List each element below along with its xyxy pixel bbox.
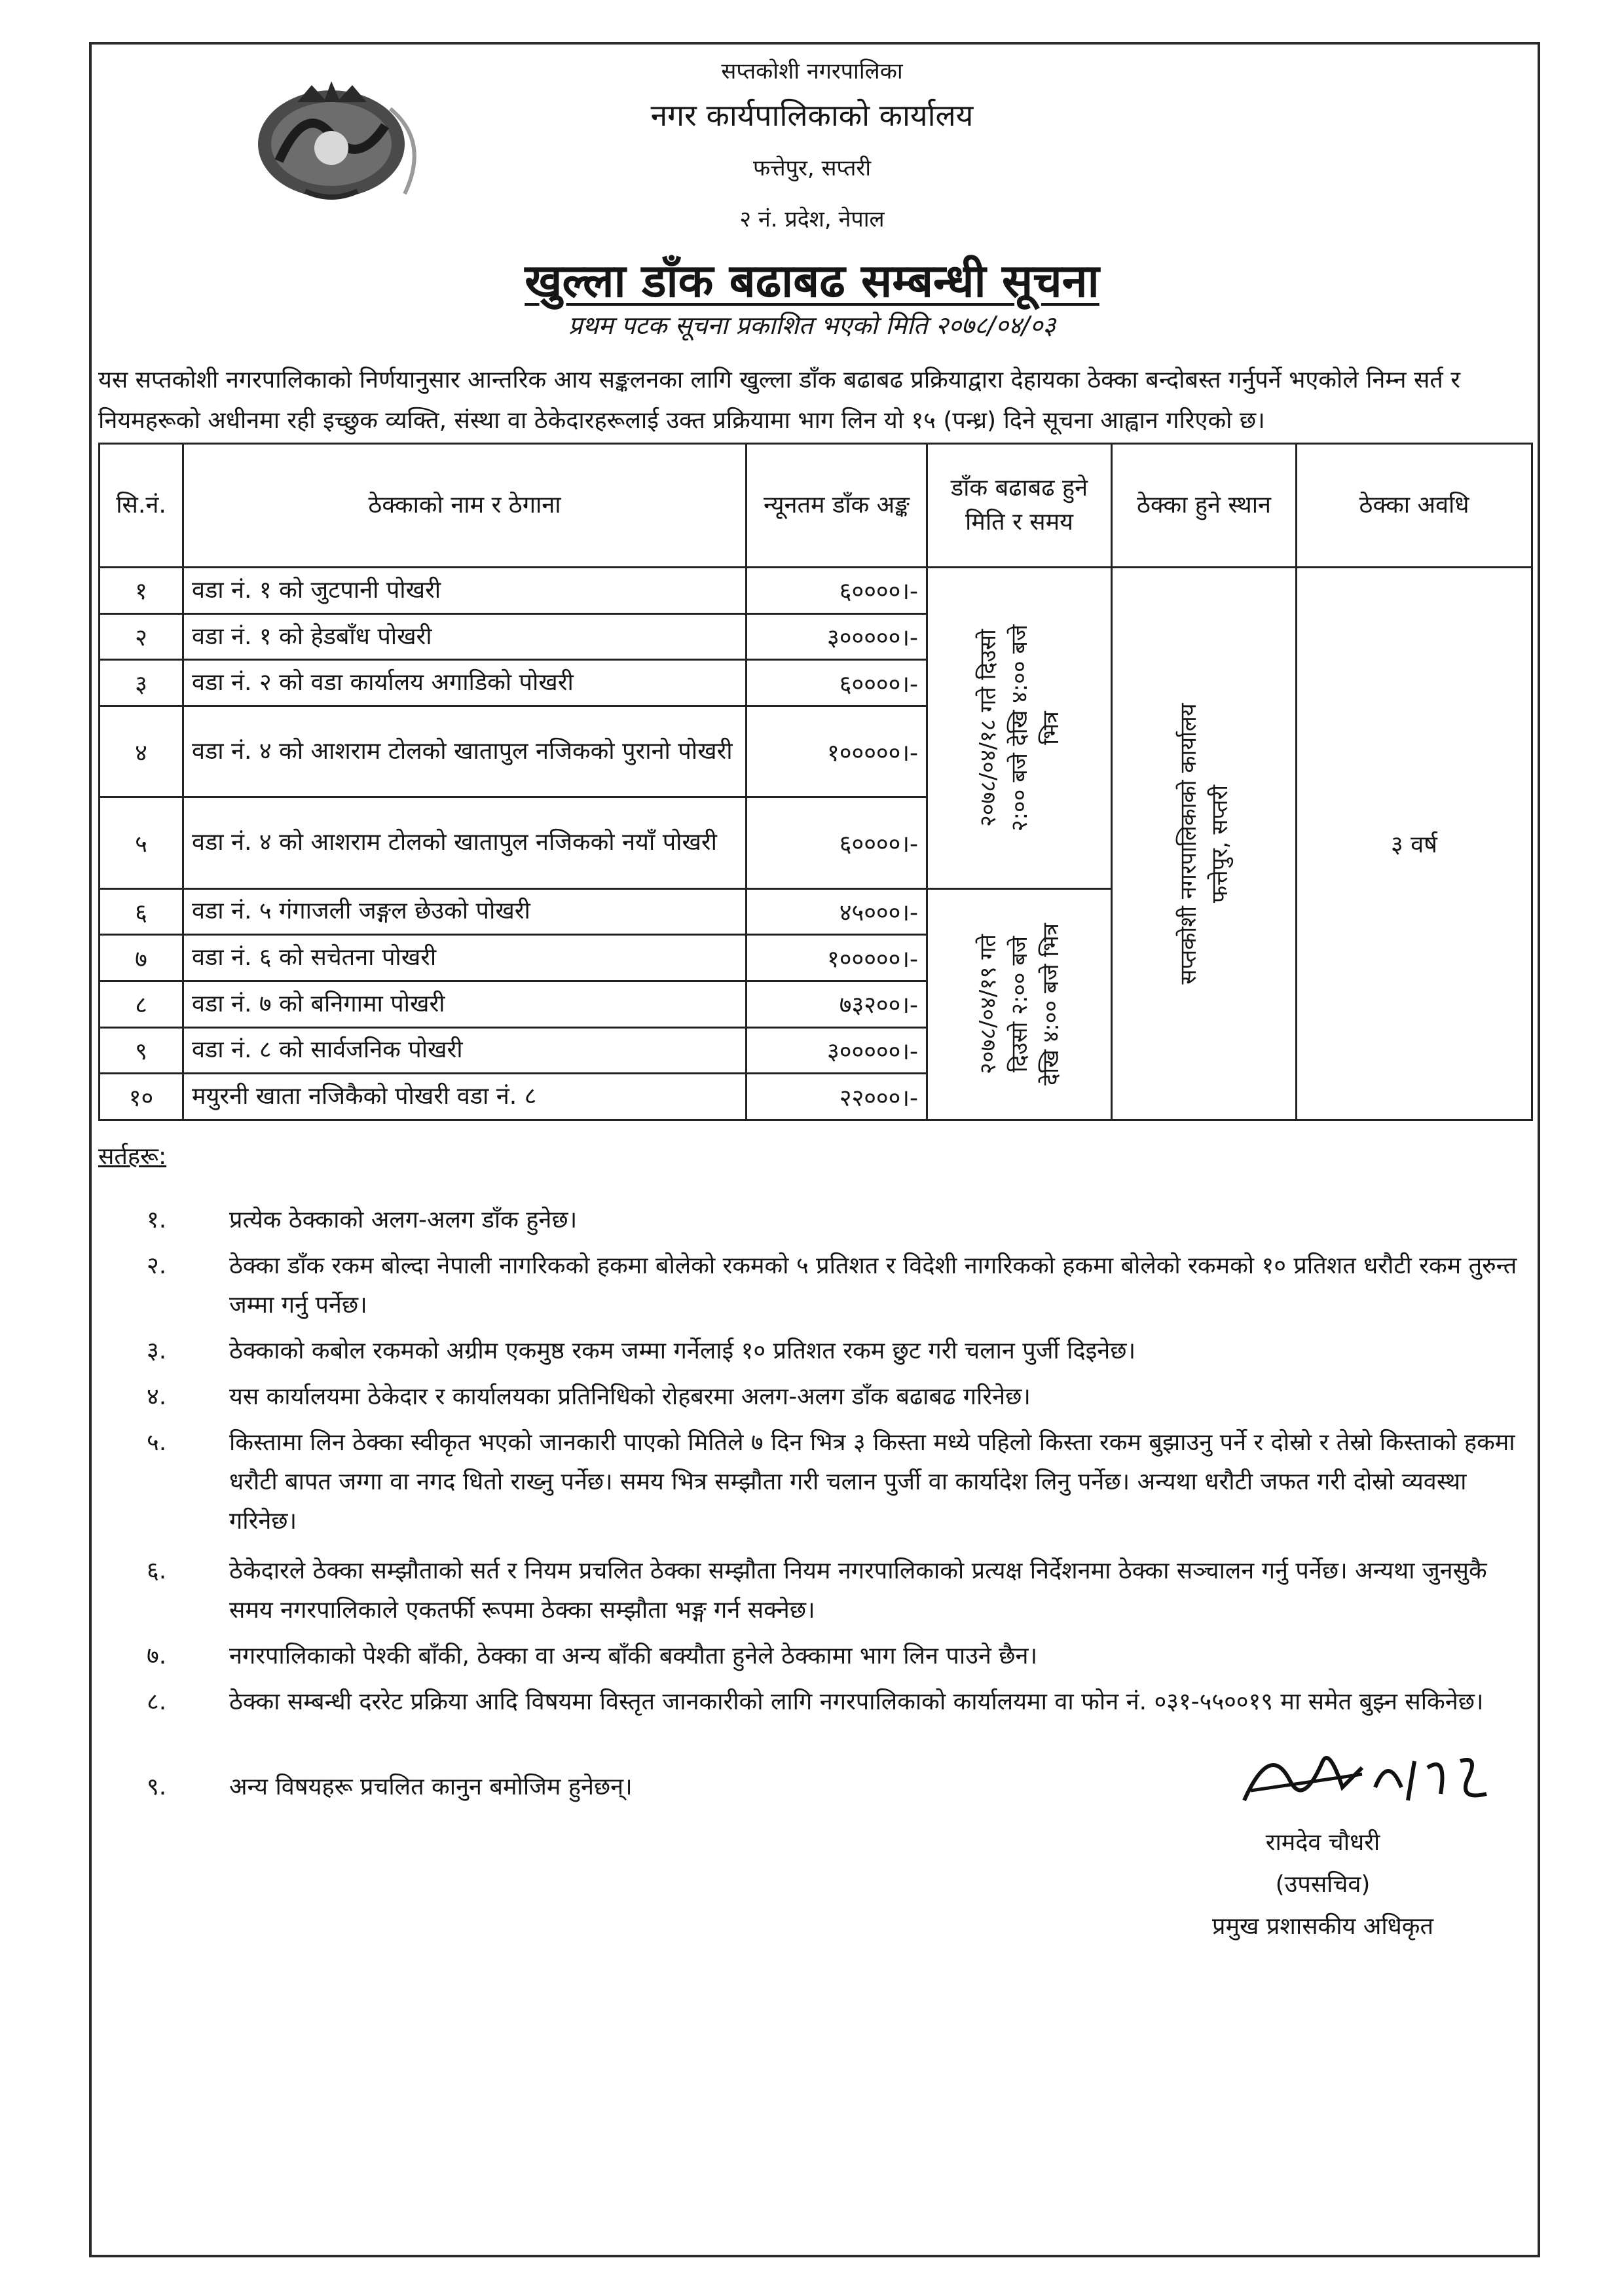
- row-amount: १०००००।-: [747, 706, 927, 797]
- row-name: वडा नं. १ को जुटपानी पोखरी: [183, 568, 747, 614]
- row-sn: १०: [100, 1074, 183, 1120]
- condition-number: १.: [147, 1207, 167, 1233]
- signatory-role: प्रमुख प्रशासकीय अधिकृत: [1212, 1913, 1433, 1940]
- condition-text: यस कार्यालयमा ठेकेदार र कार्यालयका प्रतिनिधिको रोहबरमा अलग-अलग डाँक बढाबढ गरिनेछ।: [229, 1383, 1031, 1410]
- row-sn: ५: [100, 797, 183, 888]
- conditions-heading: सर्तहरू:: [98, 1143, 167, 1170]
- condition-text: अन्य विषयहरू प्रचलित कानुन बमोजिम हुनेछन्।: [229, 1774, 633, 1800]
- condition-number: ३.: [147, 1338, 167, 1364]
- office-name: नगर कार्यपालिकाको कार्यालय: [650, 98, 974, 133]
- row-sn: ४: [100, 706, 183, 797]
- condition-number: ७.: [147, 1643, 167, 1669]
- condition-text: किस्तामा लिन ठेक्का स्वीकृत भएको जानकारी पाएको मितिले ७ दिन भित्र ३ किस्ता मध्ये पहिलो किस्ता रकम बुझाउनु पर्ने र दोस्रो र तेस्रो किस्ताको हकमा धरौटी बापत जग्गा वा नगद धितो राख्नु पर्नेछ। समय भित्र सम्झौता गरी चलान पुर्जी वा कार्यादेश लिनु पर्नेछ। अन्यथा धरौटी जफत गरी दोस्रो व्यवस्था गरिनेछ।: [229, 1429, 1515, 1535]
- row-amount: २२०००।-: [747, 1074, 927, 1120]
- auction-date-group-1: [927, 568, 1112, 889]
- row-name: वडा नं. ५ गंगाजली जङ्गल छेउको पोखरी: [183, 888, 747, 935]
- condition-text: प्रत्येक ठेक्काको अलग-अलग डाँक हुनेछ।: [229, 1207, 578, 1233]
- date-group-1-line-2: २:०० बजे देखि ४:०० बजे: [1006, 624, 1033, 831]
- province: २ नं. प्रदेश, नेपाल: [739, 206, 885, 232]
- row-name: वडा नं. ४ को आशराम टोलको खातापुल नजिकको नयाँ पोखरी: [183, 797, 747, 888]
- row-amount: ६००००।-: [747, 660, 927, 706]
- row-amount: ३०००००।-: [747, 613, 927, 660]
- condition-number: ९.: [147, 1774, 167, 1800]
- condition-number: २.: [147, 1252, 167, 1279]
- municipality-name: सप्तकोशी नगरपालिका: [721, 58, 903, 84]
- row-name: वडा नं. ६ को सचेतना पोखरी: [183, 935, 747, 981]
- condition-number: ६.: [147, 1558, 167, 1584]
- row-name: वडा नं. १ को हेडबाँध पोखरी: [183, 613, 747, 660]
- date-group-2-line-3: देखि ४:०० बजे भित्र: [1037, 922, 1064, 1085]
- row-amount: ६००००।-: [747, 568, 927, 614]
- col-header-name: ठेक्काको नाम र ठेगाना: [183, 444, 747, 568]
- row-sn: ६: [100, 888, 183, 935]
- condition-text: नगरपालिकाको पेश्की बाँकी, ठेक्का वा अन्य बाँकी बक्यौता हुनेले ठेक्कामा भाग लिन पाउने छैन।: [229, 1643, 1038, 1669]
- notice-title: खुल्ला डाँक बढाबढ सम्बन्धी सूचना: [525, 254, 1099, 308]
- place-line-2: फत्तेपुर, सप्तरी: [1206, 784, 1233, 903]
- office-location: फत्तेपुर, सप्तरी: [752, 155, 872, 181]
- row-sn: २: [100, 613, 183, 660]
- table-header-row: [100, 444, 1532, 568]
- row-amount: ४५०००।-: [747, 888, 927, 935]
- col-header-place: ठेक्का हुने स्थान: [1112, 444, 1297, 568]
- col-header-date: डाँक बढाबढ हुने मिति र समय: [927, 444, 1112, 568]
- signatory-designation: (उपसचिव): [1275, 1871, 1371, 1898]
- date-group-1-line-1: २०७८/०४/१८ गते दिउसो: [974, 629, 1001, 827]
- row-name: वडा नं. २ को वडा कार्यालय अगाडिको पोखरी: [183, 660, 747, 706]
- tender-table: [98, 443, 1533, 1121]
- condition-number: ५.: [147, 1429, 167, 1456]
- auction-date-group-2: [927, 888, 1112, 1120]
- place-line-1: सप्तकोशी नगरपालिकाको कार्यालय: [1175, 702, 1202, 985]
- row-sn: १: [100, 568, 183, 614]
- row-sn: ७: [100, 935, 183, 981]
- condition-text: ठेकेदारले ठेक्का सम्झौताको सर्त र नियम प्रचलित ठेक्का सम्झौता नियम नगरपालिकाको प्रत्यक्ष निर्देशनमा ठेक्का सञ्चालन गर्नु पर्नेछ। अन्यथा जुनसुकै समय नगरपालिकाले एकतर्फी रूपमा ठेक्का सम्झौता भङ्ग गर्न सक्नेछ।: [229, 1558, 1487, 1624]
- row-name: मयुरनी खाता नजिकैको पोखरी वडा नं. ८: [183, 1074, 747, 1120]
- row-name: वडा नं. ७ को बनिगामा पोखरी: [183, 981, 747, 1027]
- row-sn: ३: [100, 660, 183, 706]
- condition-text: ठेक्का डाँक रकम बोल्दा नेपाली नागरिकको हकमा बोलेको रकमको ५ प्रतिशत र विदेशी नागरिकको हकमा बोलेको रकमको १० प्रतिशत धरौटी रकम तुरुन्त जम्मा गर्नु पर्नेछ।: [229, 1252, 1517, 1319]
- row-sn: ९: [100, 1027, 183, 1074]
- row-amount: ३०००००।-: [747, 1027, 927, 1074]
- publication-date: प्रथम पटक सूचना प्रकाशित भएको मिति २०७८/०४/०३: [568, 311, 1056, 340]
- date-group-1-line-3: भित्र: [1037, 711, 1064, 745]
- row-amount: १०००००।-: [747, 935, 927, 981]
- col-header-amount: न्यूनतम डाँक अङ्क: [747, 444, 927, 568]
- auction-place: [1112, 568, 1297, 1120]
- handwritten-signature-icon: [1231, 1728, 1519, 1820]
- row-sn: ८: [100, 981, 183, 1027]
- condition-number: ८.: [147, 1688, 167, 1715]
- table-row: [100, 568, 1532, 614]
- row-amount: ६००००।-: [747, 797, 927, 888]
- date-group-2-line-2: दिउसो २:०० बजे: [1006, 936, 1033, 1072]
- condition-text: ठेक्काको कबोल रकमको अग्रीम एकमुष्ठ रकम जम्मा गर्नेलाई १० प्रतिशत रकम छुट गरी चलान पुर्जी दिइनेछ।: [229, 1338, 1136, 1364]
- row-name: वडा नं. ४ को आशराम टोलको खातापुल नजिकको पुरानो पोखरी: [183, 706, 747, 797]
- condition-text: ठेक्का सम्बन्धी दररेट प्रक्रिया आदि विषयमा विस्तृत जानकारीको लागि नगरपालिकाको कार्यालयमा वा फोन नं. ०३१-५५००१९ मा समेत बुझ्न सकिनेछ।: [229, 1688, 1484, 1715]
- date-group-2-line-1: २०७८/०४/१९ गते: [974, 934, 1001, 1074]
- signatory-name: रामदेव चौधरी: [1265, 1829, 1380, 1856]
- contract-duration: ३ वर्ष: [1297, 568, 1532, 1120]
- col-header-sn: सि.नं.: [100, 444, 183, 568]
- row-name: वडा नं. ८ को सार्वजनिक पोखरी: [183, 1027, 747, 1074]
- intro-paragraph: यस सप्तकोशी नगरपालिकाको निर्णयानुसार आन्तरिक आय सङ्कलनका लागि खुल्ला डाँक बढाबढ प्रक्रियाद्वारा देहायका ठेक्का बन्दोबस्त गर्नुपर्ने भएकोले निम्न सर्त र नियमहरूको अधीनमा रही इच्छुक व्यक्ति, संस्था वा ठेकेदारहरूलाई उक्त प्रक्रियामा भाग लिन यो १५ (पन्ध्र) दिने सूचना आह्वान गरिएको छ।: [98, 367, 1460, 434]
- row-amount: ७३२००।-: [747, 981, 927, 1027]
- col-header-duration: ठेक्का अवधि: [1297, 444, 1532, 568]
- condition-number: ४.: [147, 1383, 167, 1410]
